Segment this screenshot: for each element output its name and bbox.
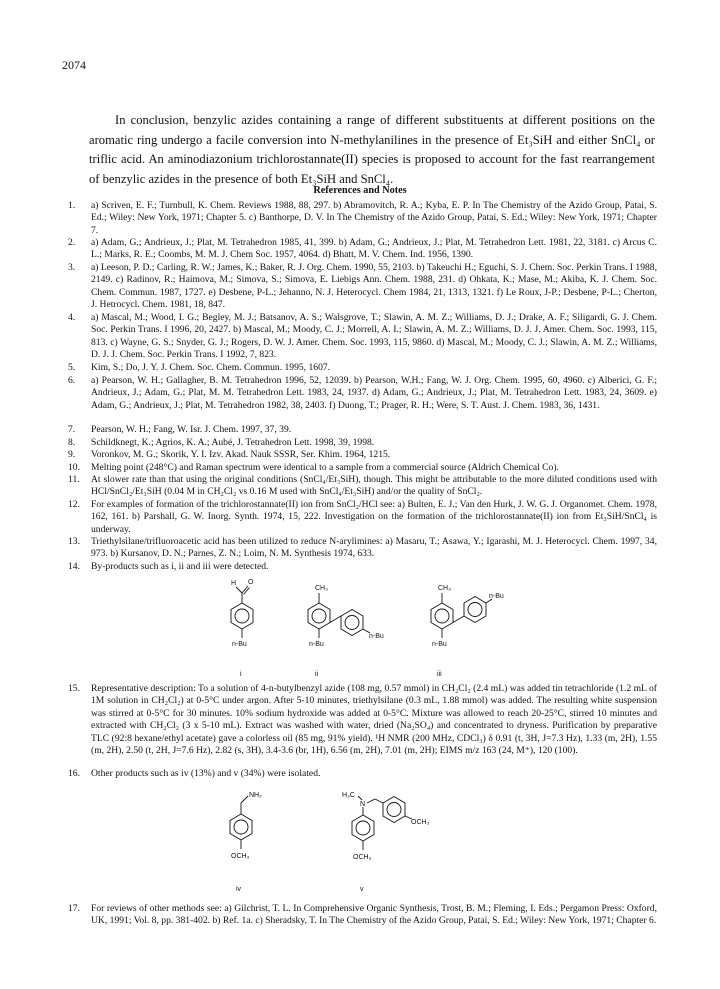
aromatic-circle (387, 803, 401, 817)
bond (453, 616, 464, 623)
aromatic-circle (345, 616, 359, 630)
reference-text: Schildknegt, K.; Agrios, K. A.; Aubé, J. Tetrahedron Lett. 1998, 39, 1998. (91, 437, 375, 448)
reference-text: For reviews of other methods see: a) Gilchrist, T. L. In Comprehensive Organic Synthesis, Trost, B. M.; Fleming, I. Eds.; Pergamon Press: Oxford, UK, 1991; Vol. 8, pp. 381-402. b) Ref. 1a. c) Sheradsky, T. In The Chemistry of the Azido Group, Patai, S. Ed.; Wiley: New York, 1971; Chapter 6. (91, 903, 657, 927)
conclusion-paragraph: In conclusion, benzylic azides containing a range of different substituents at different positions on the aromatic ring undergo a facile conversion into N-methylanilines in the presence of Et₃SiH and either SnCl₄ or triflic acid. An aminodiazonium trichlorostannate(II) species is proposed to account for the fast rearrangement of benzylic azides in the presence of both Et₃SiH and SnCl₄. (89, 113, 655, 186)
structures-i-ii-iii (210, 574, 510, 680)
compound-label-iii: iii (437, 671, 442, 678)
reference-item (68, 375, 657, 412)
reference-item (68, 768, 657, 780)
bond (367, 799, 375, 803)
compound-label-i: i (240, 671, 242, 678)
reference-text: Representative description: To a solution of 4-n-butylbenzyl azide (108 mg, 0.57 mmol) in CH₂Cl₂ (2.4 mL) was added tin tetrachloride (1.2 mL of 1M solution in CH₂Cl₂) at 0-5°C under argon. After 5-10 minutes, triethylsilane (0.3 mL, 1.88 mmol) was added. The resulting white suspension was stirred at 0-5°C for 30 minutes. 10% sodium hydroxide was added at 0-5°C. Mixture was allowed to reach 20-25°C, stirred 10 minutes and extracted with CH₂Cl₂ (3 x 5-10 mL). Extract was washed with water, dried (Na₂SO₄) and concentrated to dryness. Purification by preparative TLC (92:8 hexane/ethyl acetate) gave a colorless oil (85 mg, 91% yield). ¹H NMR (200 MHz, CDCl₃) δ 0.91 (t, 3H, J=7.3 Hz), 1.33 (m, 2H), 1.55 (m, 2H), 2.50 (t, 2H, J=7.6 Hz), 2.82 (s, 3H), 3.4-3.6 (br, 1H), 6.56 (m, 2H), 7.01 (m, 2H); EIMS m/z 163 (24, M⁺), 120 (100). (91, 683, 657, 757)
reference-text: Triethylsilane/trifluoroacetic acid has been utilized to reduce N-arylimines: a) Masaru, T.; Asawa, Y.; Igarashi, M. J. Heterocycl. Chem. 1997, 34, 973. b) Kursanov, D. N.; Parnes, Z. N.; Loim, N. M. Synthesis 1974, 633. (91, 536, 657, 560)
structure-i (231, 579, 254, 678)
reference-number: 14. (68, 561, 80, 572)
reference-number: 10. (68, 462, 80, 473)
atom-h: H (231, 580, 237, 587)
atom-ch3: CH₃ (438, 585, 451, 592)
compound-label-iv: iv (236, 886, 242, 893)
structures-iv-v (205, 787, 485, 897)
reference-text: a) Mascal, M.; Wood, I. G.; Begley, M. J.; Batsanov, A. S.; Walsgrove, T.; Slawin, A. M. Z.; Williams, D. J.; Drake, A. F.; Siligardi, G. J. Chem. Soc. Perkin Trans. I 1996, 20, 2427. b) Mascal, M.; Moody, C. J.; Morrell, A. I.; Slawin, A. M. Z.; Williams, D. J. J. Amer. Chem. Soc. 1993, 115, 813. c) Wayne, G. S.; Snyder, G. J.; Rogers, D. W. J. Amer. Chem. Soc. 1993, 115, 9860. d) Mascal, M.; Moody, C. J.; Slawin, A. M. Z.; Williams, D. J. J. Chem. Soc. Perkin Trans. I 1992, 7, 823. (91, 312, 657, 361)
benzene-ring (341, 610, 363, 636)
compound-label-v: v (360, 886, 364, 893)
aromatic-circle (435, 609, 449, 623)
reference-text: Melting point (248°C) and Raman spectrum were identical to a sample from a commercial source (Aldrich Chemical Co). (91, 462, 559, 473)
reference-item (68, 362, 657, 374)
structure-iv (230, 792, 262, 893)
reference-text: For examples of formation of the trichlorostannate(II) ion from SnCl₂/HCl see: a) Bulten, E. J.; Van den Hurk, J. W. G. J. Organomet. Chem. 1978, 162, 161. b) Parshall, G. W. Inorg. Synth. 1974, 15, 222. Investigation on the formation of the trichlorostannate(II) ion from Et₃SiH/SnCl₄ is underway. (91, 499, 657, 535)
aromatic-circle (468, 603, 482, 617)
reference-number: 7. (68, 424, 76, 435)
atom-och3: OCH₃ (353, 854, 372, 861)
bond (241, 796, 248, 803)
reference-item (68, 474, 657, 499)
benzene-ring (352, 815, 374, 841)
reference-item (68, 903, 657, 928)
reference-number: 8. (68, 437, 76, 448)
reference-text: Voronkov, M. G.; Skorik, Y. I. Izv. Akad. Nauk SSSR, Ser. Khim. 1964, 1215. (91, 449, 391, 460)
atom-nbu: n-Bu (489, 593, 504, 600)
atom-n: N (360, 801, 366, 808)
reference-item (68, 683, 657, 757)
benzene-ring (230, 814, 252, 840)
benzene-ring (308, 603, 330, 629)
bond (236, 587, 242, 593)
reference-number: 16. (68, 768, 80, 779)
reference-text: At slower rate than that using the original conditions (SnCl₄/Et₃SiH), though. This might be attributable to the more diluted conditions used with HCl/SnCl₂/Et₃SiH (0.04 M in CH₂Cl₂ vs 0.16 M used with SnCl₄/Et₃SiH) and/or the quality of SnCl₂. (91, 474, 657, 498)
reference-item (68, 449, 657, 461)
reference-text: Other products such as iv (13%) and v (34%) were isolated. (91, 768, 321, 779)
atom-nbu: n-Bu (232, 641, 247, 648)
aromatic-circle (312, 609, 326, 623)
reference-number: 12. (68, 499, 80, 510)
reference-item (68, 561, 657, 573)
bond (358, 796, 362, 800)
page-number: 2074 (62, 58, 86, 72)
reference-text: a) Adam, G.; Andrieux, J.; Plat, M. Tetrahedron 1985, 41, 399. b) Adam, G.; Andrieux, J.; Plat, M. Tetrahedron Lett. 1981, 22, 3181. c) Arcus C. L.; Marks, R. E.; Coombs, M. M. J. Chem Soc. 1957, 4064. d) Bhatt, M. V. Chem. Ind. 1956, 1390. (91, 237, 657, 261)
reference-text: By-products such as i, ii and iii were detected. (91, 561, 269, 572)
compound-label-ii: ii (315, 671, 319, 678)
bond (242, 586, 248, 593)
benzene-ring (231, 603, 253, 629)
structure-iii (431, 585, 504, 678)
reference-number: 4. (68, 312, 76, 323)
reference-number: 13. (68, 536, 80, 547)
reference-text: a) Pearson, W. H.; Gallagher, B. M. Tetrahedron 1996, 52, 12039. b) Pearson, W.H.; Fang, W. J. Org. Chem. 1995, 60, 4960. c) Alberici, G. F.; Andrieux, J.; Adam, G.; Plat, M. M. Tetrahedron Lett. 1983, 24, 1937. d) Adam, G.; Andrieux, J.; Plat, M. Tetrahedron Lett. 1983, 24, 3609. e) Adam, G.; Andrieux, J.; Plat, M. Tetrahedron 1982, 38, 2403. f) Duong, T.; Prager, R. H.; Were, S. T. Aust. J. Chem. 1983, 36, 1431. (91, 375, 657, 411)
bond (375, 799, 383, 803)
reference-item (68, 462, 657, 474)
reference-item (68, 237, 657, 262)
references-heading: References and Notes (313, 185, 407, 196)
reference-item (68, 437, 657, 449)
reference-item (68, 499, 657, 536)
aromatic-circle (234, 820, 248, 834)
atom-nh2: NH₂ (249, 792, 262, 799)
reference-text: Pearson, W. H.; Fang, W. Isr. J. Chem. 1997, 37, 39. (91, 424, 292, 435)
reference-number: 3. (68, 262, 76, 273)
aromatic-circle (356, 821, 370, 835)
reference-number: 17. (68, 903, 80, 914)
atom-ch3: CH₃ (315, 585, 328, 592)
atom-nbu: n-Bu (432, 641, 447, 648)
atom-nbu: n-Bu (309, 641, 324, 648)
atom-nbu: n-Bu (369, 633, 384, 640)
atom-o: O (248, 579, 254, 586)
benzene-ring (464, 597, 486, 623)
reference-item (68, 262, 657, 312)
reference-number: 5. (68, 362, 76, 373)
atom-h3c: H₃C (342, 792, 355, 799)
reference-number: 6. (68, 375, 76, 386)
reference-number: 1. (68, 200, 76, 211)
aromatic-circle (235, 609, 249, 623)
reference-number: 15. (68, 683, 80, 694)
reference-text: Kim, S.; Do, J. Y. J. Chem. Soc. Chem. Commun. 1995, 1607. (91, 362, 331, 373)
atom-och3: OCH₃ (231, 853, 250, 860)
reference-text: a) Leeson, P. D.; Carling, R. W.; James, K.; Baker, R. J. Org. Chem. 1990, 55, 2103. b) Takeuchi H.; Eguchi, S. J. Chem. Soc. Perkin Trans. I 1988, 2149. c) Radinov, R.; Haimova, M.; Simova, S.; Simova, E. Liebigs Ann. Chem. 1988, 231. d) Ohkata, K.; Mase, M.; Akiba, K. J. Chem. Soc. Chem. Commun. 1987, 1727. e) Desbene, P-L.; Jehanno, N. J. Heterocycl. Chem 1984, 21, 1313, 1321. f) Le Roux, J-P.; Desbene, P-L.; Cherton, J. Hetrocycl. Chem. 1981, 18, 847. (91, 262, 657, 311)
reference-text: a) Scriven, E. F.; Turnbull, K. Chem. Reviews 1988, 88, 297. b) Abramovitch, R. A.; Kyba, E. P. In The Chemistry of the Azido Group, Patai, S. Ed.; Wiley: New York, 1971; Chapter 5. c) Banthorpe, D. V. In The Chemistry of the Azido Group, Patai, S. Ed.; Wiley: New York, 1971; Chapter 7. (91, 200, 657, 236)
structure-v (342, 792, 430, 893)
bond (244, 588, 250, 595)
reference-item (68, 200, 657, 237)
reference-item (68, 536, 657, 561)
atom-och3: OCH₃ (411, 819, 430, 826)
bond (330, 616, 341, 623)
reference-number: 2. (68, 237, 76, 248)
benzene-ring (431, 603, 453, 629)
benzene-ring (383, 797, 405, 823)
reference-number: 9. (68, 449, 76, 460)
reference-item (68, 312, 657, 362)
reference-item (68, 424, 657, 436)
structure-ii (308, 585, 384, 678)
reference-number: 11. (68, 474, 80, 485)
